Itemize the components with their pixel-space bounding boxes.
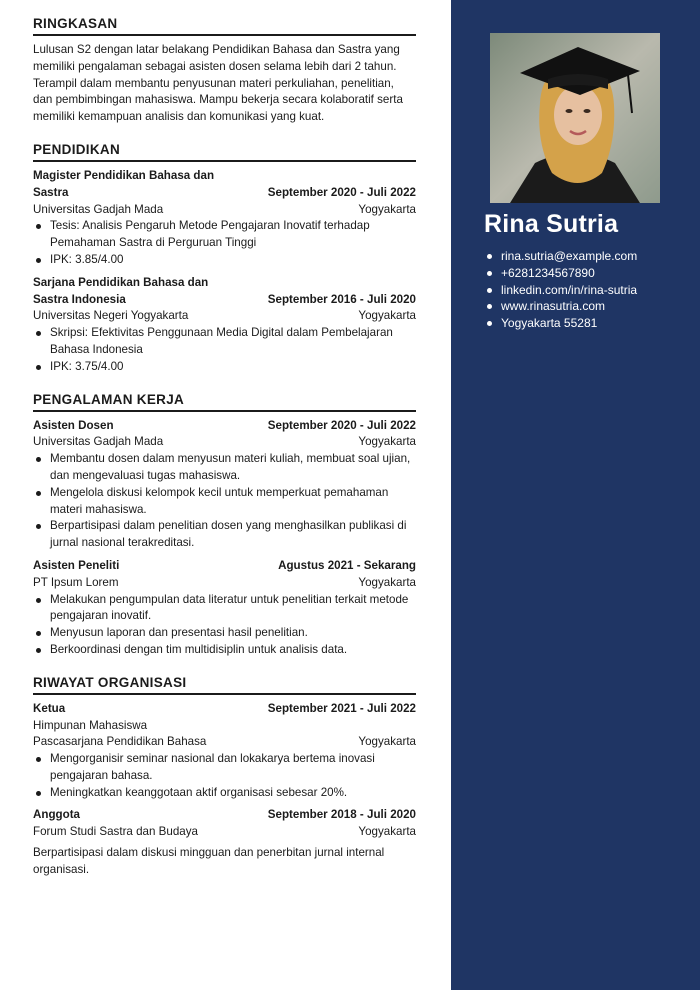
experience-bullet: Membantu dosen dalam menyusun materi kuliah, membuat soal ujian, dan mengevaluasi tugas mahasiswa. (33, 451, 416, 485)
organization-heading: RIWAYAT ORGANISASI (33, 675, 416, 695)
summary-section (33, 16, 416, 126)
organization-bullet: Mengorganisir seminar nasional dan lokakarya bertema inovasi pengajaran bahasa. (33, 751, 416, 785)
organization-entry (33, 701, 416, 802)
contact-linkedin[interactable]: linkedin.com/in/rina-sutria (485, 282, 637, 299)
organization-entry (33, 807, 416, 878)
organization-name: Himpunan Mahasiswa (33, 718, 148, 732)
experience-org: PT Ipsum Lorem (33, 575, 119, 589)
experience-bullet: Mengelola diskusi kelompok kecil untuk memperkuat pemahaman materi mahasiswa. (33, 485, 416, 519)
organization-name-line2: Pascasarjana Pendidikan Bahasa (33, 735, 207, 749)
contact-phone[interactable]: +6281234567890 (485, 265, 637, 282)
experience-period: Agustus 2021 - Sekarang (278, 558, 416, 572)
experience-bullet: Berpartisipasi dalam penelitian dosen yang menghasilkan publikasi di jurnal nasional terakreditasi. (33, 518, 416, 552)
organization-section (33, 675, 416, 879)
education-city: Yogyakarta (358, 309, 416, 323)
main-column (33, 16, 416, 895)
organization-role: Anggota (33, 808, 81, 822)
experience-entry (33, 418, 416, 552)
experience-org: Universitas Gadjah Mada (33, 435, 164, 449)
education-city: Yogyakarta (358, 202, 416, 216)
summary-heading: RINGKASAN (33, 16, 416, 36)
education-school: Universitas Negeri Yogyakarta (33, 309, 189, 323)
profile-name: Rina Sutria (484, 210, 619, 238)
contact-email[interactable]: rina.sutria@example.com (485, 248, 637, 265)
experience-heading: PENGALAMAN KERJA (33, 392, 416, 412)
education-bullet: Tesis: Analisis Pengaruh Metode Pengajaran Inovatif terhadap Pemahaman Sastra di Perguruan Tinggi (33, 218, 416, 252)
experience-role: Asisten Peneliti (33, 558, 120, 572)
profile-photo-illustration (490, 33, 660, 203)
organization-city: Yogyakarta (358, 735, 416, 749)
profile-photo (490, 33, 660, 203)
education-degree: Sarjana Pendidikan Bahasa dan Sastra Indonesia (33, 275, 209, 306)
education-heading: PENDIDIKAN (33, 142, 416, 162)
organization-period: September 2021 - Juli 2022 (267, 701, 416, 715)
contact-list (485, 248, 637, 332)
sidebar (451, 0, 700, 990)
education-period: September 2020 - Juli 2022 (267, 185, 416, 199)
education-entry (33, 275, 416, 376)
experience-city: Yogyakarta (358, 575, 416, 589)
summary-text: Lulusan S2 dengan latar belakang Pendidikan Bahasa dan Sastra yang memiliki pengalaman sebagai asisten dosen selama lebih dari 2 tahun. Terampil dalam membantu penyusunan materi perkuliahan, penelitian, dan pembimbingan mahasiswa. Mampu bekerja secara kolaboratif serta memiliki kemampuan analisis dan komunikasi yang kuat. (33, 43, 403, 124)
organization-name: Forum Studi Sastra dan Budaya (33, 825, 198, 839)
education-period: September 2016 - Juli 2020 (267, 292, 416, 306)
experience-bullet: Melakukan pengumpulan data literatur untuk penelitian terkait metode pengajaran inovatif. (33, 592, 416, 626)
experience-period: September 2020 - Juli 2022 (267, 418, 416, 432)
education-section (33, 142, 416, 376)
organization-period: September 2018 - Juli 2020 (267, 808, 416, 822)
contact-address: Yogyakarta 55281 (485, 315, 637, 332)
experience-role: Asisten Dosen (33, 418, 114, 432)
education-school: Universitas Gadjah Mada (33, 202, 164, 216)
organization-city: Yogyakarta (358, 825, 416, 839)
organization-description: Berpartisipasi dalam diskusi mingguan dan penerbitan jurnal internal organisasi. (33, 846, 385, 876)
experience-section (33, 392, 416, 659)
education-entry (33, 168, 416, 269)
experience-city: Yogyakarta (358, 435, 416, 449)
education-bullet: IPK: 3.75/4.00 (33, 359, 416, 376)
education-bullet: IPK: 3.85/4.00 (33, 252, 416, 269)
experience-bullet: Berkoordinasi dengan tim multidisiplin untuk analisis data. (33, 642, 416, 659)
experience-entry (33, 558, 416, 659)
organization-role: Ketua (33, 701, 66, 715)
education-bullet: Skripsi: Efektivitas Penggunaan Media Digital dalam Pembelajaran Bahasa Indonesia (33, 325, 416, 359)
experience-bullet: Menyusun laporan dan presentasi hasil penelitian. (33, 625, 416, 642)
education-degree: Magister Pendidikan Bahasa dan Sastra (33, 168, 215, 199)
organization-bullet: Meningkatkan keanggotaan aktif organisasi sebesar 20%. (33, 785, 416, 802)
contact-website[interactable]: www.rinasutria.com (485, 298, 637, 315)
